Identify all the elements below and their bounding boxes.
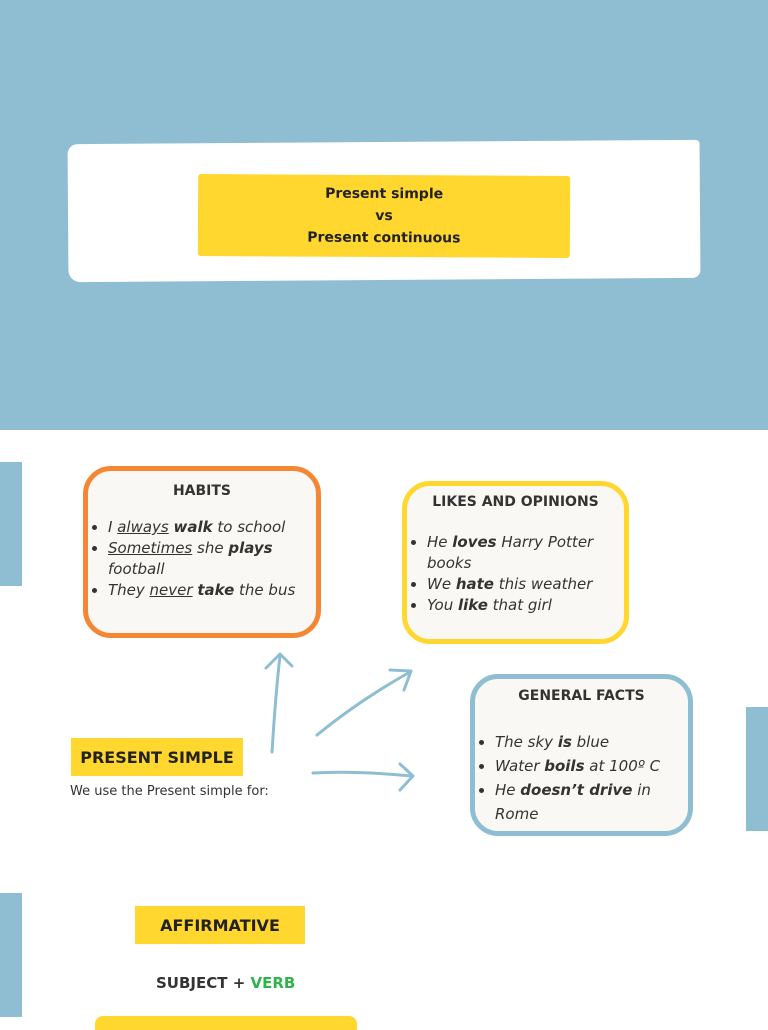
facts-heading: GENERAL FACTS xyxy=(518,688,645,704)
formula-verb: VERB xyxy=(250,974,296,992)
present-simple-note: We use the Present simple for: xyxy=(70,784,269,799)
list-item: • You like that girl xyxy=(427,595,624,616)
arrow-up xyxy=(272,656,280,752)
arrow-right xyxy=(313,772,412,776)
formula xyxy=(156,974,295,992)
formula-subject: SUBJECT + xyxy=(156,974,251,992)
list-item: • Water boils at 100º C xyxy=(495,754,688,778)
affirmative-label: AFFIRMATIVE xyxy=(135,906,305,944)
yellow-strip xyxy=(95,1016,357,1030)
title-line-3: Present continuous xyxy=(307,229,461,247)
list-item: • I always walk to school xyxy=(108,517,316,538)
likes-heading: LIKES AND OPINIONS xyxy=(432,494,599,510)
present-simple-label: PRESENT SIMPLE xyxy=(71,738,243,776)
title-line-1: Present simple xyxy=(325,185,444,203)
list-item: • We hate this weather xyxy=(427,574,624,595)
arrow-diag xyxy=(317,672,410,735)
list-item: • The sky is blue xyxy=(495,730,688,754)
list-item: • He doesn’t drive in Rome xyxy=(495,778,688,826)
list-item: • Sometimes she plays football xyxy=(108,538,316,580)
habits-heading: HABITS xyxy=(172,483,232,499)
list-item: • They never take the bus xyxy=(108,580,316,601)
list-item: • He loves Harry Potter books xyxy=(427,532,624,574)
title-line-2: vs xyxy=(375,207,393,225)
